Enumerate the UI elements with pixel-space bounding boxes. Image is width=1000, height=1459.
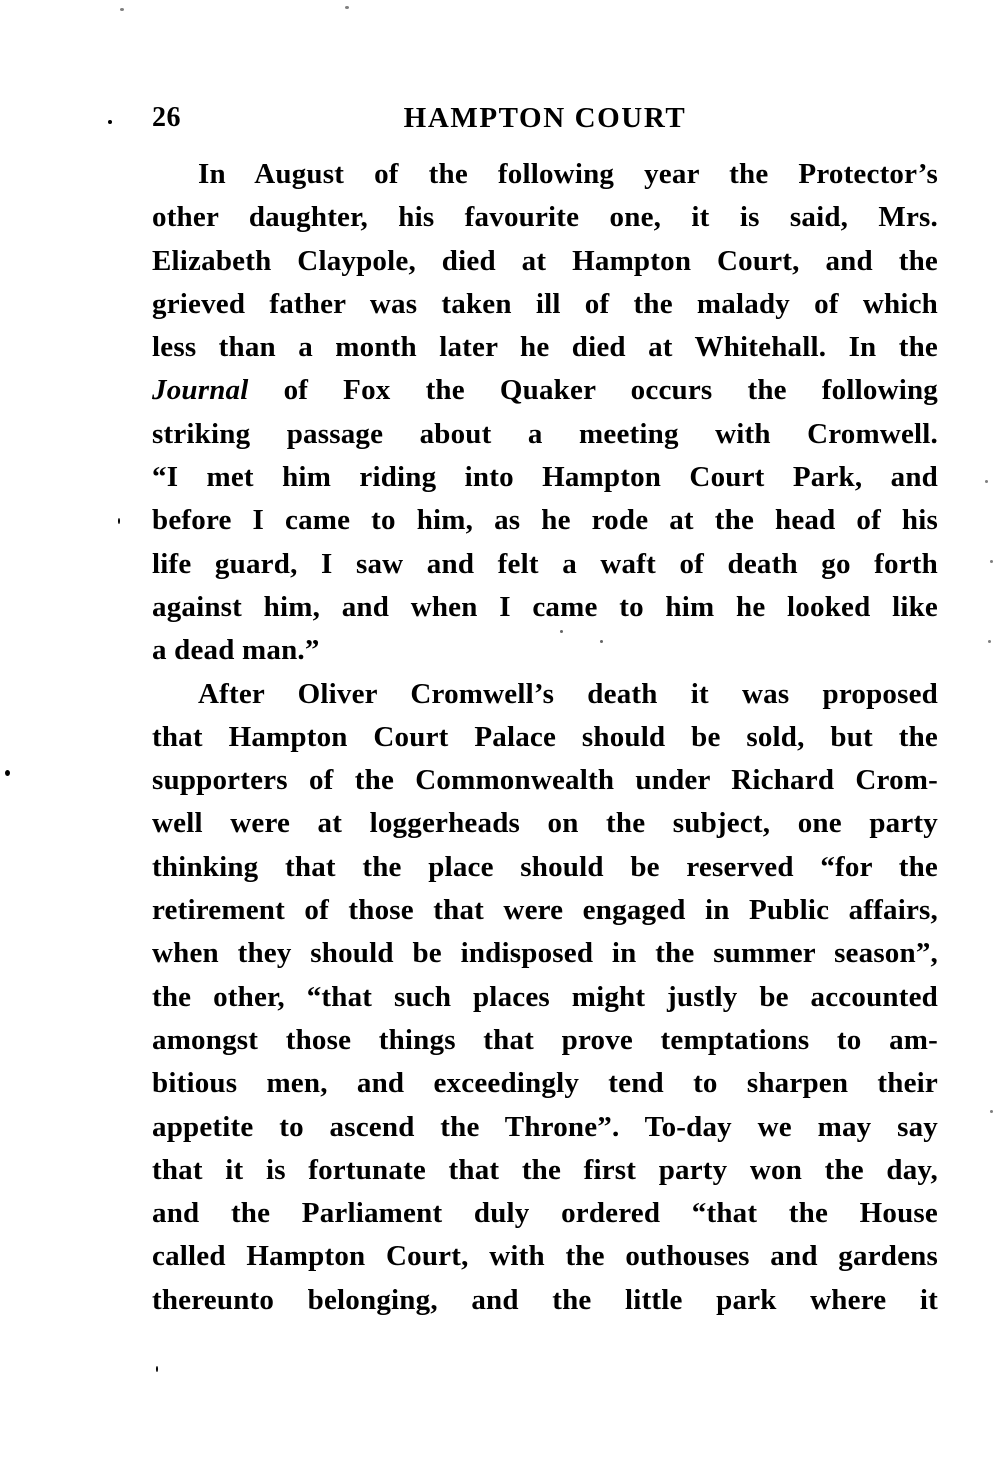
text-line: retirement of those that were engaged in Public affairs, [152, 894, 938, 927]
text-line: amongst those things that prove temptations to am- [152, 1023, 938, 1056]
scan-speck [156, 1366, 158, 1372]
running-head: HAMPTON COURT [403, 102, 687, 134]
body-text [152, 153, 938, 1322]
text-line: thereunto belonging, and the little park where it [152, 1283, 938, 1316]
scan-speck [990, 560, 993, 563]
text-line: when they should be indisposed in the summer season”, [152, 937, 938, 970]
scan-speck [120, 8, 124, 11]
scan-speck [988, 640, 991, 643]
text-line: After Oliver Cromwell’s death it was proposed [198, 677, 938, 710]
text-line: thinking that the place should be reserved “for the [152, 850, 938, 883]
text-line: appetite to ascend the Throne”. To-day we may say [152, 1110, 938, 1143]
text-line: Elizabeth Claypole, died at Hampton Court, and the [152, 244, 938, 277]
text-line: In August of the following year the Protector’s [198, 158, 938, 190]
text-line: life guard, I saw and felt a waft of death go forth [152, 547, 938, 580]
scan-speck [108, 120, 112, 124]
text-line [152, 369, 938, 412]
text-line: grieved father was taken ill of the malady of which [152, 287, 938, 320]
text-line: the other, “that such places might justly be accounted [152, 980, 938, 1013]
scan-speck [118, 518, 120, 524]
page-number: 26 [152, 102, 181, 133]
text-line: supporters of the Commonwealth under Richard Crom- [152, 764, 938, 797]
text-line: called Hampton Court, with the outhouses and gardens [152, 1240, 938, 1273]
scan-speck [345, 6, 349, 9]
page-header [152, 98, 938, 138]
text-line: that it is fortunate that the first party won the day, [152, 1153, 938, 1186]
text-line: less than a month later he died at Whitehall. In the [152, 331, 938, 364]
text-line: “I met him riding into Hampton Court Park, and [152, 461, 938, 494]
text-line: bitious men, and exceedingly tend to sharpen their [152, 1067, 938, 1100]
text-line: and the Parliament duly ordered “that the House [152, 1197, 938, 1230]
journal-title: Journal [152, 374, 249, 407]
text-line: other daughter, his favourite one, it is said, Mrs. [152, 201, 938, 234]
scan-speck [985, 480, 988, 483]
scan-speck [5, 770, 10, 776]
text-line-rest: of Fox the Quaker occurs the following [248, 374, 938, 407]
text-line: against him, and when I came to him he looked like [152, 590, 938, 623]
text-line: striking passage about a meeting with Cromwell. [152, 417, 938, 450]
text-line: that Hampton Court Palace should be sold, but the [152, 720, 938, 753]
text-line: a dead man.” [152, 634, 320, 667]
text-line: well were at loggerheads on the subject, one party [152, 807, 938, 840]
scan-speck [990, 1110, 993, 1113]
text-line: before I came to him, as he rode at the head of his [152, 504, 938, 537]
